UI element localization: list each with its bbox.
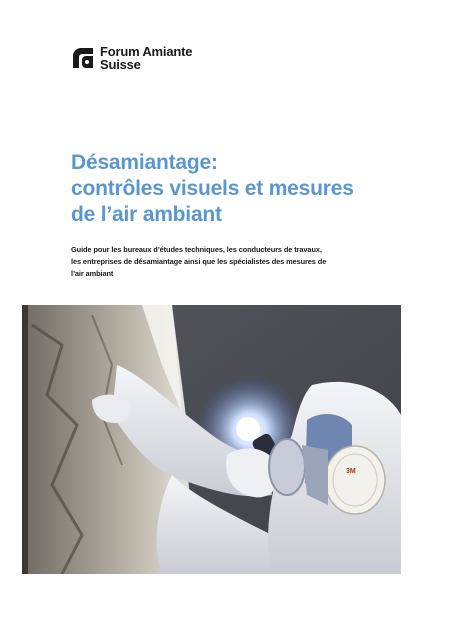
cover-photo — [22, 305, 401, 574]
document-title — [71, 150, 411, 228]
title-line-3: de l’air ambiant — [71, 203, 222, 226]
mask-label: 3M — [346, 468, 356, 475]
title-line-2: contrôles visuels et mesures — [71, 177, 354, 200]
logo-line-2: Suisse — [100, 57, 141, 72]
subtitle-line-2: les entreprises de désamiantage ainsi que les spécialistes des mesures de — [71, 257, 327, 266]
worker-inspection-illustration — [22, 305, 401, 574]
subtitle-line-1: Guide pour les bureaux d’études techniques, les conducteurs de travaux, — [71, 245, 322, 254]
subtitle-line-3: l’air ambiant — [71, 269, 114, 278]
logo-line-1: Forum Amiante — [100, 44, 193, 59]
title-line-1: Désamiantage: — [71, 151, 218, 174]
brand-logo — [71, 45, 192, 71]
document-subtitle — [71, 244, 391, 280]
forum-amiante-logo-icon — [71, 46, 95, 70]
